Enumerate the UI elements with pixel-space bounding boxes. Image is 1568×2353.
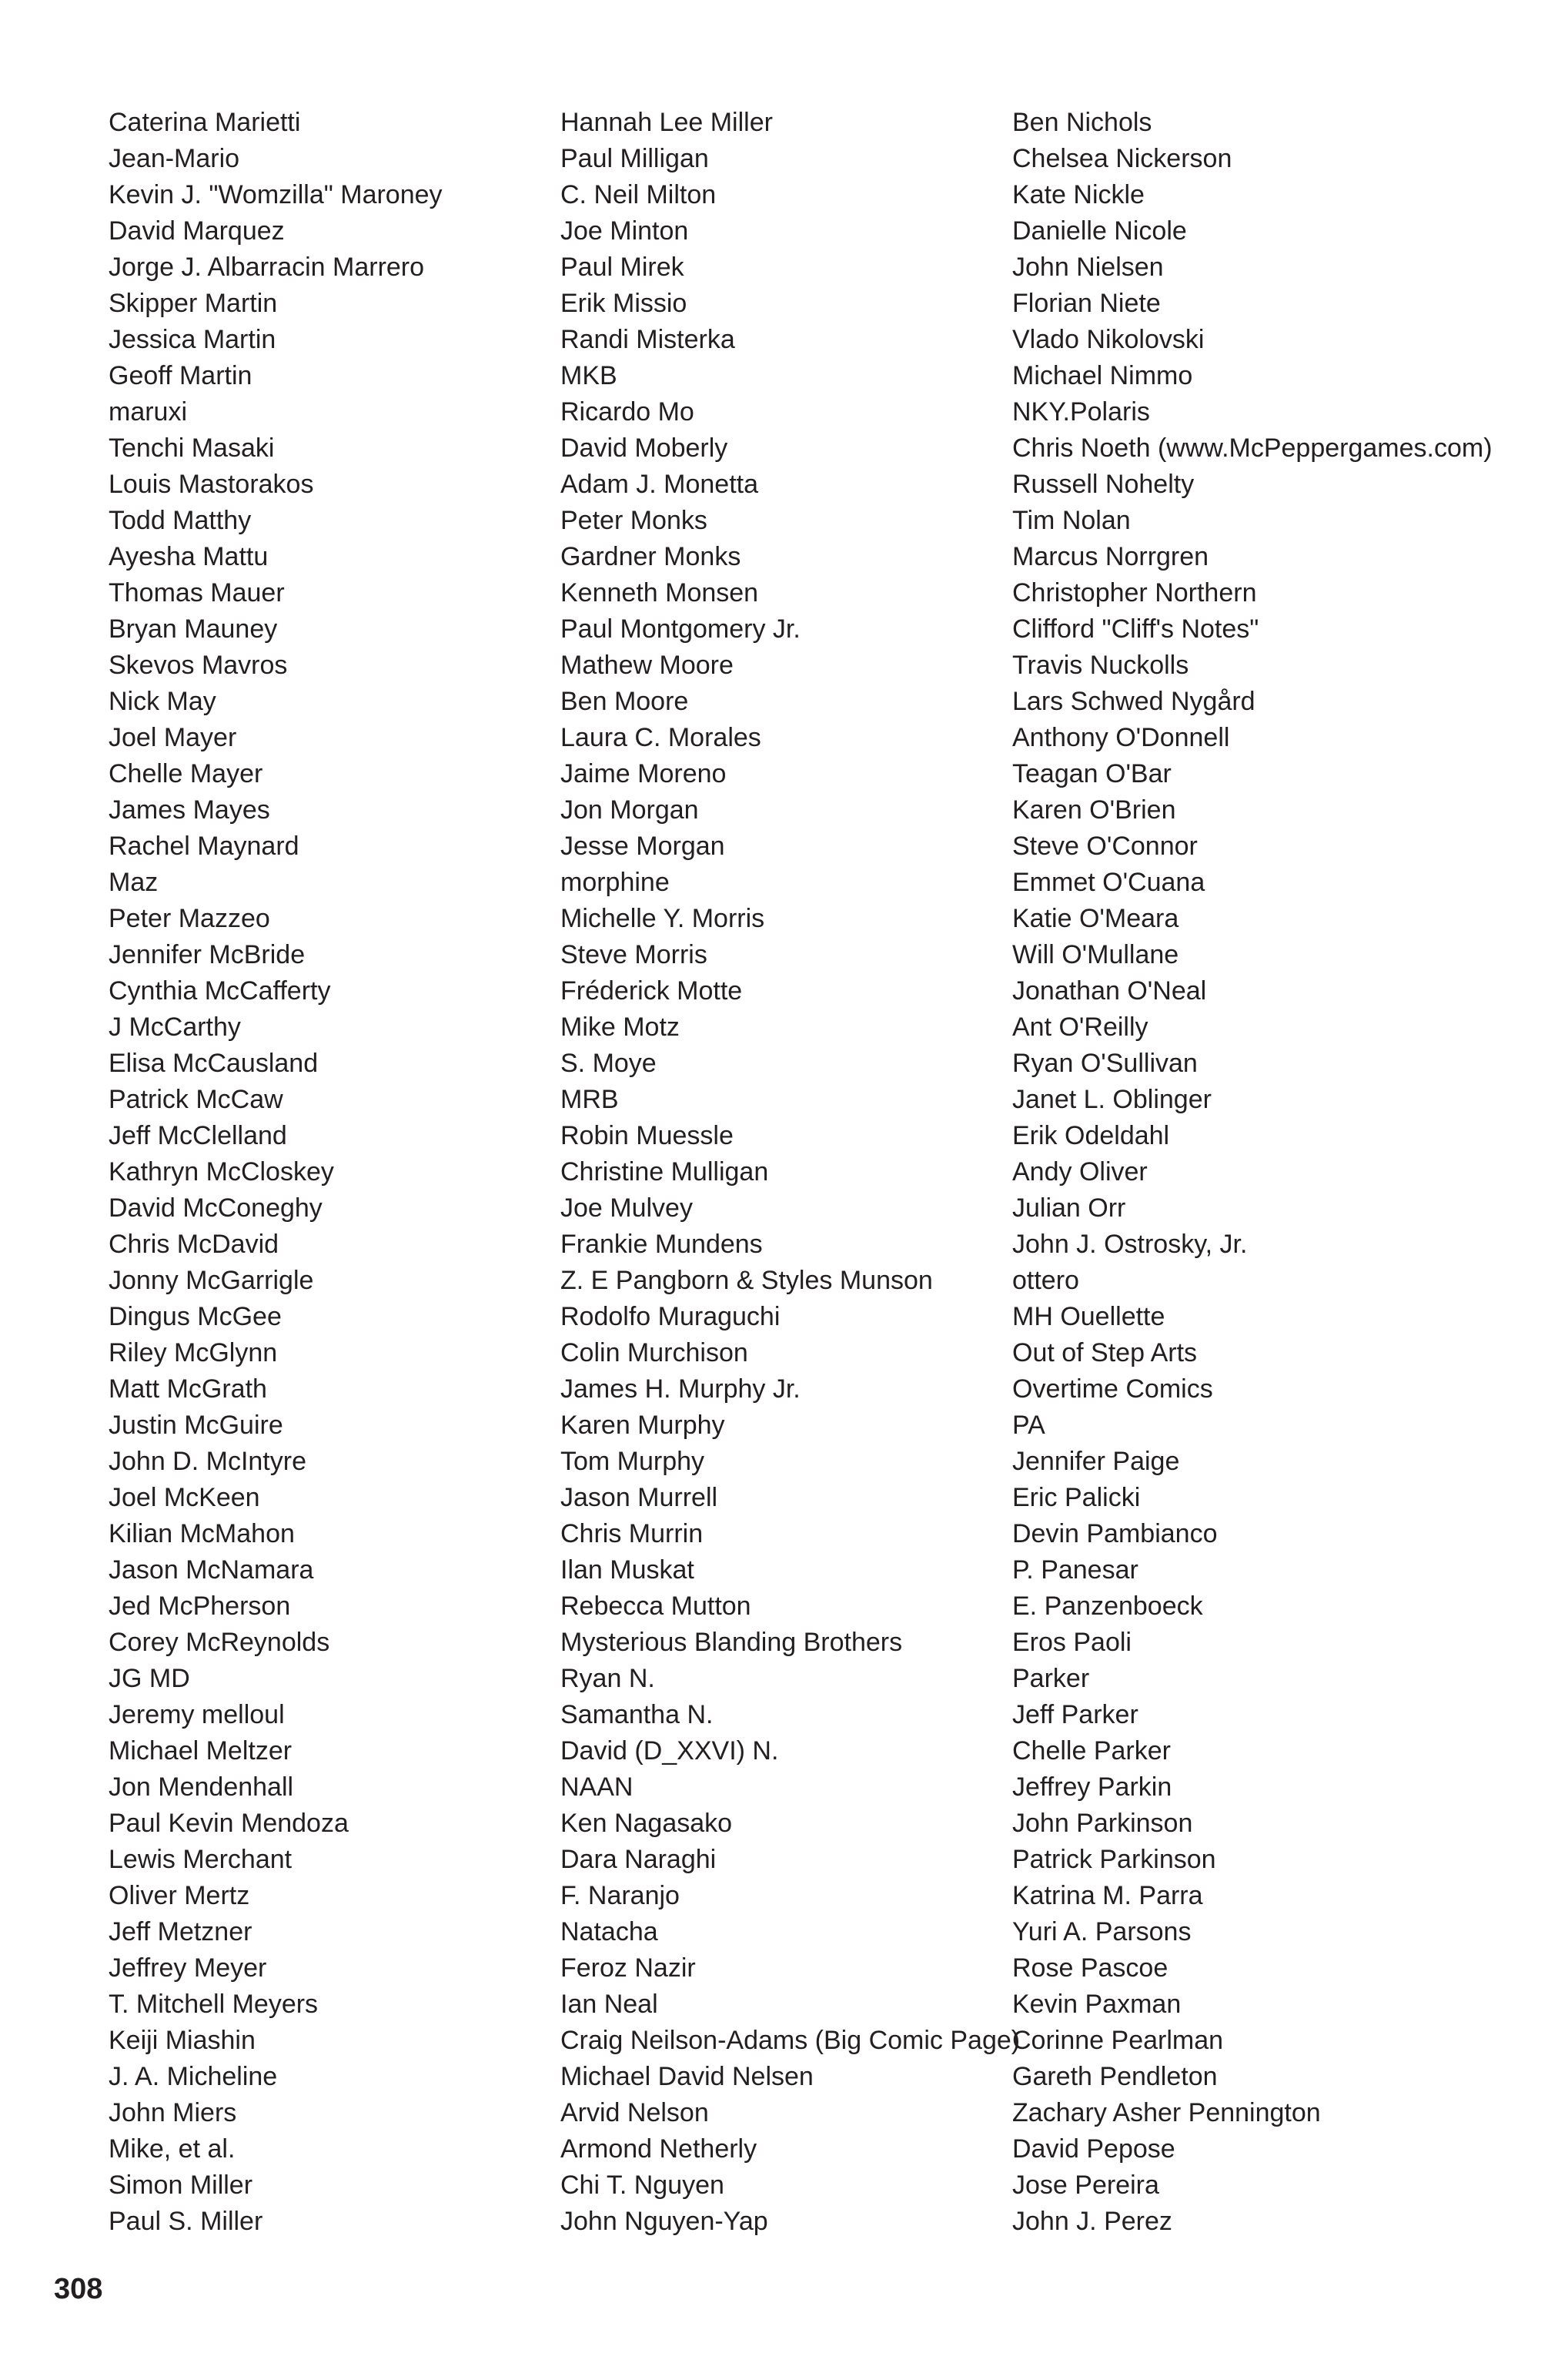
name-entry: Jennifer Paige [1012, 1447, 1180, 1476]
name-entry: Anthony O'Donnell [1012, 723, 1230, 752]
name-entry: Justin McGuire [109, 1411, 283, 1440]
name-entry: Patrick McCaw [109, 1085, 283, 1114]
name-entry: Kate Nickle [1012, 180, 1145, 209]
name-entry: morphine [560, 868, 670, 897]
name-entry: Peter Monks [560, 506, 707, 535]
name-entry: Chelle Mayer [109, 759, 263, 788]
name-entry: Peter Mazzeo [109, 904, 270, 933]
name-entry: Christopher Northern [1012, 578, 1257, 607]
name-entry: Florian Niete [1012, 289, 1161, 318]
name-entry: MRB [560, 1085, 619, 1114]
name-entry: Maz [109, 868, 159, 897]
name-entry: J. A. Micheline [109, 2062, 278, 2091]
name-entry: Tenchi Masaki [109, 433, 275, 463]
name-entry: Mike Motz [560, 1012, 680, 1042]
name-entry: James H. Murphy Jr. [560, 1374, 801, 1404]
name-entry: Simon Miller [109, 2171, 253, 2200]
name-entry: Mathew Moore [560, 651, 734, 680]
name-entry: Paul Montgomery Jr. [560, 614, 801, 644]
name-entry: Ant O'Reilly [1012, 1012, 1148, 1042]
name-entry: Jeff Parker [1012, 1700, 1138, 1729]
name-entry: Lars Schwed Nygård [1012, 687, 1255, 716]
name-entry: Joe Mulvey [560, 1193, 693, 1223]
name-entry: John J. Perez [1012, 2207, 1172, 2236]
name-entry: NAAN [560, 1772, 634, 1802]
name-entry: Chi T. Nguyen [560, 2171, 724, 2200]
name-entry: Yuri A. Parsons [1012, 1917, 1192, 1946]
name-entry: Katie O'Meara [1012, 904, 1179, 933]
name-entry: Skevos Mavros [109, 651, 288, 680]
name-entry: Arvid Nelson [560, 2098, 709, 2127]
name-entry: Ben Moore [560, 687, 689, 716]
name-entry: ottero [1012, 1266, 1079, 1295]
name-entry: Colin Murchison [560, 1338, 748, 1367]
name-entry: David Pepose [1012, 2134, 1175, 2164]
name-entry: Jed McPherson [109, 1592, 291, 1621]
name-entry: Dingus McGee [109, 1302, 282, 1331]
name-entry: Michael Nimmo [1012, 361, 1193, 390]
name-entry: Kathryn McCloskey [109, 1157, 334, 1187]
name-entry: David Marquez [109, 216, 285, 246]
name-entry: Chris Noeth (www.McPeppergames.com) [1012, 433, 1493, 463]
name-entry: Caterina Marietti [109, 108, 301, 137]
name-entry: Chris Murrin [560, 1519, 704, 1548]
name-entry: Corey McReynolds [109, 1628, 330, 1657]
name-entry: Craig Neilson-Adams (Big Comic Page) [560, 2026, 1021, 2055]
name-entry: Nick May [109, 687, 216, 716]
name-entry: Jesse Morgan [560, 832, 725, 861]
name-entry: Julian Orr [1012, 1193, 1126, 1223]
name-entry: Russell Nohelty [1012, 470, 1195, 499]
name-entry: Will O'Mullane [1012, 940, 1179, 969]
name-entry: Eric Palicki [1012, 1483, 1141, 1512]
name-entry: Jason Murrell [560, 1483, 718, 1512]
name-entry: Overtime Comics [1012, 1374, 1213, 1404]
name-entry: Jennifer McBride [109, 940, 306, 969]
name-entry: John Miers [109, 2098, 237, 2127]
name-entry: Cynthia McCafferty [109, 976, 331, 1006]
name-entry: Jeff McClelland [109, 1121, 287, 1150]
name-entry: Ricardo Mo [560, 397, 694, 427]
name-entry: Z. E Pangborn & Styles Munson [560, 1266, 933, 1295]
name-entry: Gardner Monks [560, 542, 741, 571]
name-entry: Paul Mirek [560, 253, 684, 282]
name-entry: Erik Missio [560, 289, 687, 318]
name-entry: Hannah Lee Miller [560, 108, 773, 137]
name-entry: F. Naranjo [560, 1881, 680, 1910]
name-entry: Ayesha Mattu [109, 542, 269, 571]
name-entry: Gareth Pendleton [1012, 2062, 1218, 2091]
name-entry: NKY.Polaris [1012, 397, 1150, 427]
name-entry: Corinne Pearlman [1012, 2026, 1224, 2055]
name-entry: Teagan O'Bar [1012, 759, 1172, 788]
name-entry: Randi Misterka [560, 325, 735, 354]
name-entry: J McCarthy [109, 1012, 241, 1042]
name-entry: Jessica Martin [109, 325, 276, 354]
name-entry: Louis Mastorakos [109, 470, 314, 499]
name-entry: Dara Naraghi [560, 1845, 717, 1874]
name-entry: John Parkinson [1012, 1809, 1193, 1838]
name-entry: Joe Minton [560, 216, 689, 246]
name-entry: Jeffrey Meyer [109, 1953, 267, 1983]
name-entry: Oliver Mertz [109, 1881, 250, 1910]
name-entry: Ben Nichols [1012, 108, 1152, 137]
name-entry: Jeff Metzner [109, 1917, 252, 1946]
name-entry: Armond Netherly [560, 2134, 757, 2164]
name-entry: MKB [560, 361, 617, 390]
name-entry: Emmet O'Cuana [1012, 868, 1205, 897]
name-entry: David (D_XXVI) N. [560, 1736, 779, 1766]
name-entry: Jorge J. Albarracin Marrero [109, 253, 425, 282]
name-entry: Lewis Merchant [109, 1845, 293, 1874]
name-entry: Ryan O'Sullivan [1012, 1049, 1198, 1078]
name-entry: Natacha [560, 1917, 658, 1946]
name-entry: Patrick Parkinson [1012, 1845, 1216, 1874]
names-column-3 [1012, 105, 1493, 2240]
name-entry: Frankie Mundens [560, 1230, 763, 1259]
name-entry: Paul Kevin Mendoza [109, 1809, 349, 1838]
name-entry: Kilian McMahon [109, 1519, 295, 1548]
name-entry: Jeffrey Parkin [1012, 1772, 1172, 1802]
name-entry: Thomas Mauer [109, 578, 285, 607]
name-entry: James Mayes [109, 795, 270, 825]
name-entry: maruxi [109, 397, 188, 427]
name-entry: Parker [1012, 1664, 1090, 1693]
name-entry: Jaime Moreno [560, 759, 727, 788]
name-entry: Ilan Muskat [560, 1555, 694, 1585]
name-entry: MH Ouellette [1012, 1302, 1165, 1331]
name-entry: Janet L. Oblinger [1012, 1085, 1212, 1114]
name-entry: John J. Ostrosky, Jr. [1012, 1230, 1248, 1259]
name-entry: Samantha N. [560, 1700, 714, 1729]
name-entry: Marcus Norrgren [1012, 542, 1209, 571]
name-entry: Devin Pambianco [1012, 1519, 1218, 1548]
name-entry: Michael David Nelsen [560, 2062, 814, 2091]
name-entry: Kevin Paxman [1012, 1990, 1182, 2019]
name-entry: Erik Odeldahl [1012, 1121, 1170, 1150]
name-entry: Joel McKeen [109, 1483, 260, 1512]
name-entry: Rodolfo Muraguchi [560, 1302, 781, 1331]
name-entry: Tim Nolan [1012, 506, 1131, 535]
name-entry: Katrina M. Parra [1012, 1881, 1203, 1910]
name-entry: S. Moye [560, 1049, 657, 1078]
name-entry: Keiji Miashin [109, 2026, 256, 2055]
name-entry: Mysterious Blanding Brothers [560, 1628, 903, 1657]
name-entry: Paul Milligan [560, 144, 709, 173]
name-entry: Rose Pascoe [1012, 1953, 1168, 1983]
name-entry: Mike, et al. [109, 2134, 236, 2164]
names-column-2 [560, 105, 1020, 2240]
name-entry: Jonathan O'Neal [1012, 976, 1207, 1006]
name-entry: P. Panesar [1012, 1555, 1138, 1585]
name-entry: Out of Step Arts [1012, 1338, 1198, 1367]
name-entry: Adam J. Monetta [560, 470, 759, 499]
name-entry: Michelle Y. Morris [560, 904, 765, 933]
name-entry: Tom Murphy [560, 1447, 705, 1476]
name-entry: Ian Neal [560, 1990, 658, 2019]
name-entry: Danielle Nicole [1012, 216, 1187, 246]
name-entry: Kenneth Monsen [560, 578, 759, 607]
name-entry: Clifford "Cliff's Notes" [1012, 614, 1259, 644]
name-entry: Paul S. Miller [109, 2207, 263, 2236]
name-entry: Chris McDavid [109, 1230, 279, 1259]
name-entry: Steve O'Connor [1012, 832, 1198, 861]
name-entry: Jon Morgan [560, 795, 699, 825]
name-entry: Joel Mayer [109, 723, 237, 752]
name-entry: Chelsea Nickerson [1012, 144, 1232, 173]
name-entry: Rebecca Mutton [560, 1592, 751, 1621]
name-entry: Chelle Parker [1012, 1736, 1171, 1766]
name-entry: Jean-Mario [109, 144, 240, 173]
name-entry: Riley McGlynn [109, 1338, 278, 1367]
name-entry: Karen Murphy [560, 1411, 725, 1440]
name-entry: Zachary Asher Pennington [1012, 2098, 1321, 2127]
name-entry: Travis Nuckolls [1012, 651, 1189, 680]
name-entry: Laura C. Morales [560, 723, 761, 752]
name-entry: Steve Morris [560, 940, 707, 969]
name-entry: Vlado Nikolovski [1012, 325, 1205, 354]
name-entry: Christine Mulligan [560, 1157, 769, 1187]
name-entry: Jon Mendenhall [109, 1772, 294, 1802]
name-entry: John D. McIntyre [109, 1447, 306, 1476]
name-entry: Feroz Nazir [560, 1953, 696, 1983]
page-number: 308 [54, 2273, 103, 2305]
name-entry: Bryan Mauney [109, 614, 278, 644]
name-entry: PA [1012, 1411, 1045, 1440]
name-entry: Andy Oliver [1012, 1157, 1148, 1187]
name-entry: C. Neil Milton [560, 180, 717, 209]
name-entry: Jonny McGarrigle [109, 1266, 314, 1295]
name-entry: Kevin J. "Womzilla" Maroney [109, 180, 443, 209]
name-entry: E. Panzenboeck [1012, 1592, 1203, 1621]
names-column-1 [109, 105, 443, 2240]
name-entry: David Moberly [560, 433, 728, 463]
name-entry: T. Mitchell Meyers [109, 1990, 319, 2019]
name-entry: Ken Nagasako [560, 1809, 733, 1838]
name-entry: Rachel Maynard [109, 832, 299, 861]
name-entry: JG MD [109, 1664, 190, 1693]
name-entry: Robin Muessle [560, 1121, 734, 1150]
name-entry: Elisa McCausland [109, 1049, 319, 1078]
name-entry: Eros Paoli [1012, 1628, 1132, 1657]
name-entry: Fréderick Motte [560, 976, 743, 1006]
name-entry: Ryan N. [560, 1664, 655, 1693]
name-entry: John Nielsen [1012, 253, 1164, 282]
name-entry: David McConeghy [109, 1193, 323, 1223]
name-entry: Jason McNamara [109, 1555, 314, 1585]
name-entry: Jeremy melloul [109, 1700, 285, 1729]
name-entry: Geoff Martin [109, 361, 252, 390]
name-entry: Skipper Martin [109, 289, 278, 318]
name-entry: John Nguyen-Yap [560, 2207, 768, 2236]
name-entry: Jose Pereira [1012, 2171, 1159, 2200]
name-entry: Michael Meltzer [109, 1736, 293, 1766]
name-entry: Matt McGrath [109, 1374, 267, 1404]
name-entry: Todd Matthy [109, 506, 252, 535]
name-entry: Karen O'Brien [1012, 795, 1176, 825]
